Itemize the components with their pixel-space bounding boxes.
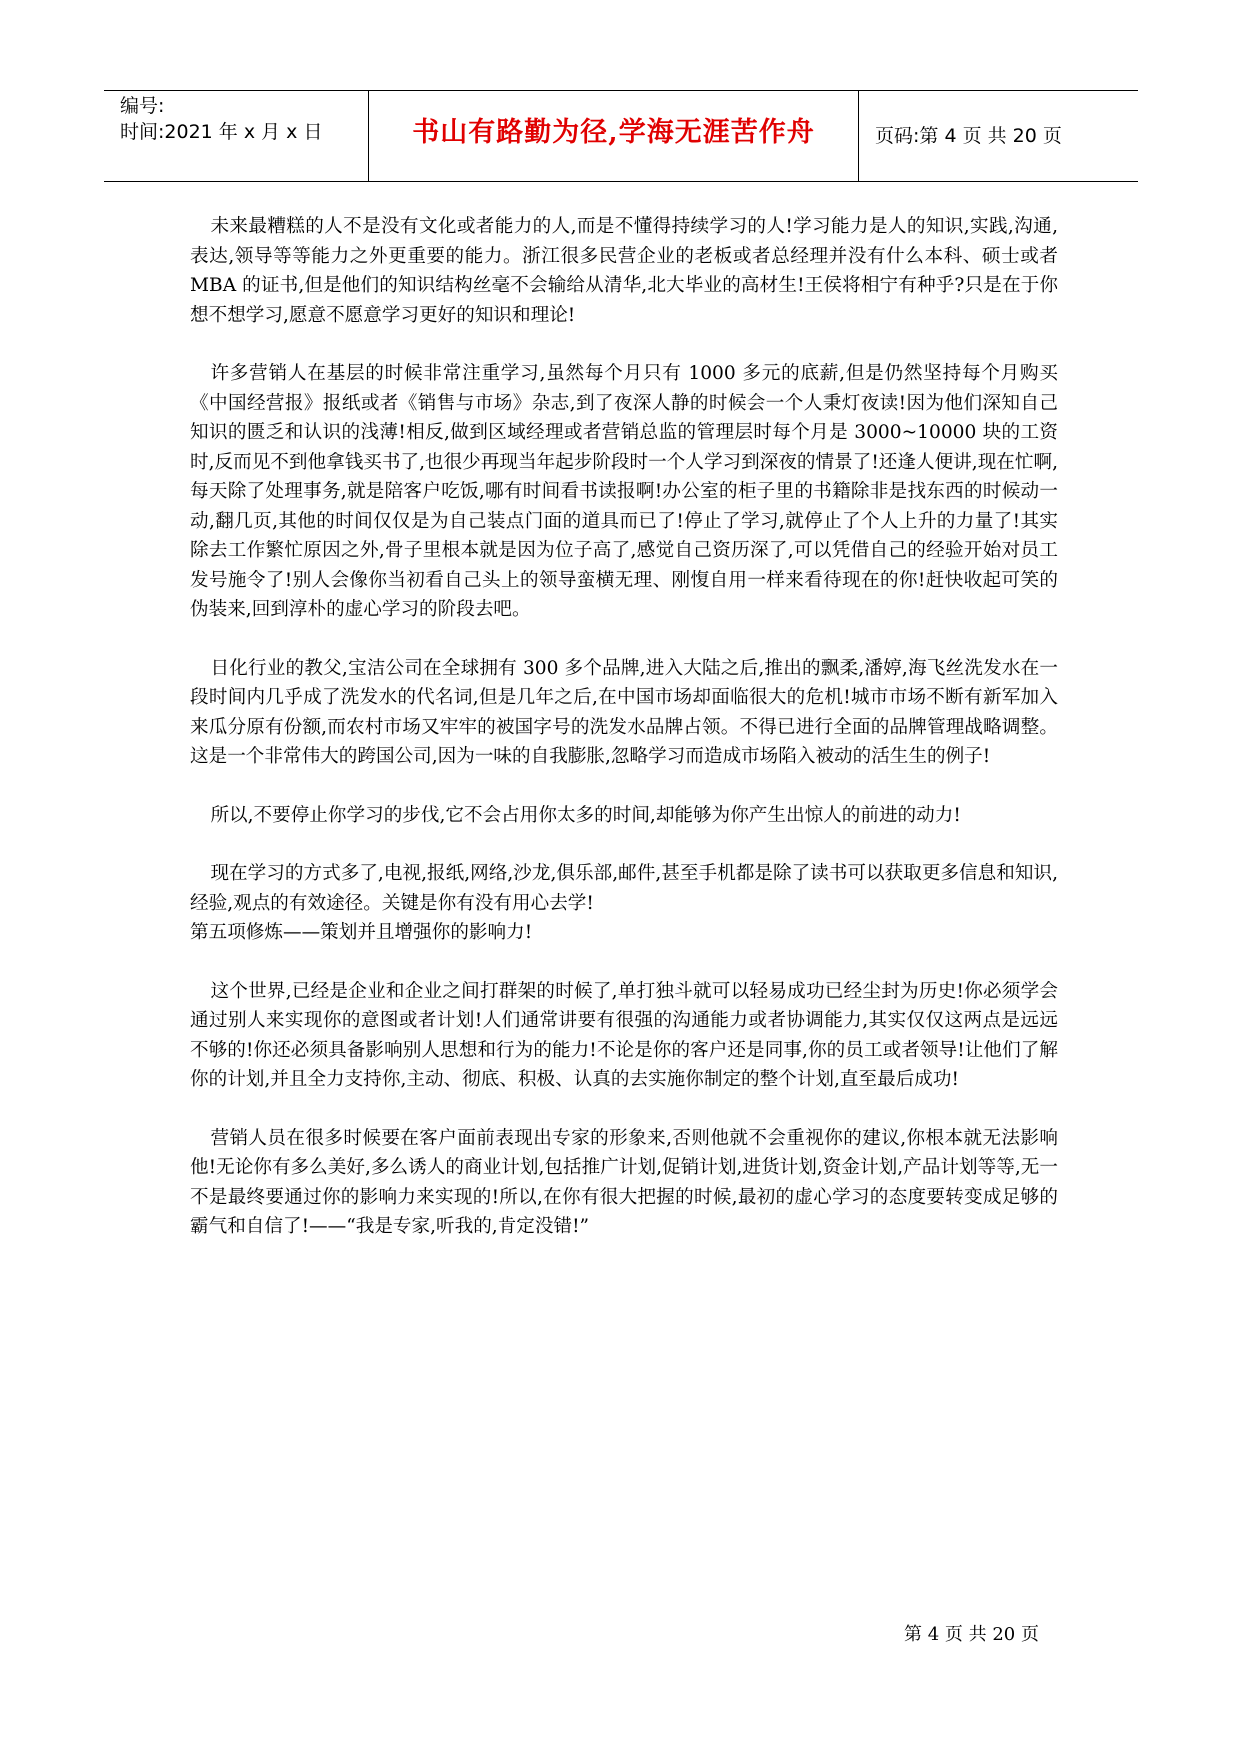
document-number-label: 编号: [120,95,165,117]
header-motto-cell [369,91,859,181]
header-info-cell [104,91,369,181]
paragraph-3: 日化行业的教父,宝洁公司在全球拥有 300 多个品牌,进入大陆之后,推出的飘柔,潘婷,海飞丝洗发水在一段时间内几乎成了洗发水的代名词,但是几年之后,在中国市场却面临很大的危机!城市市场不断有新军加入来瓜分原有份额,而农村市场又牢牢的被国字号的洗发水品牌占领。不得已进行全面的品牌管理战略调整。这是一个非常伟大的跨国公司,因为一味的自我膨胀,忽略学习而造成市场陷入被动的活生生的例子! [190,657,1058,767]
paragraph-2: 许多营销人在基层的时候非常注重学习,虽然每个月只有 1000 多元的底薪,但是仍然坚持每个月购买《中国经营报》报纸或者《销售与市场》杂志,到了夜深人静的时候会一个人秉灯夜读!因为他们深知自己知识的匮乏和认识的浅薄!相反,做到区域经理或者营销总监的管理层时每个月是 3000~10000 块的工资时,反而见不到他拿钱买书了,也很少再现当年起步阶段时一个人学习到深夜的情景了!还逢人便讲,现在忙啊,每天除了处理事务,就是陪客户吃饭,哪有时间看书读报啊!办公室的柜子里的书籍除非是找东西的时候动一动,翻几页,其他的时间仅仅是为自己装点门面的道具而已了!停止了学习,就停止了个人上升的力量了!其实除去工作繁忙原因之外,骨子里根本就是因为位子高了,感觉自己资历深了,可以凭借自己的经验开始对员工发号施令了!别人会像你当初看自己头上的领导蛮横无理、刚愎自用一样来看待现在的你!赶快收起可笑的伪装来,回到淳朴的虚心学习的阶段去吧。 [190,363,1058,620]
paragraph-6: 这个世界,已经是企业和企业之间打群架的时候了,单打独斗就可以轻易成功已经尘封为历史!你必须学会通过别人来实现你的意图或者计划!人们通常讲要有很强的沟通能力或者协调能力,其实仅仅这两点是远远不够的!你还必须具备影响别人思想和行为的能力!不论是你的客户还是同事,你的员工或者领导!让他们了解你的计划,并且全力支持你,主动、彻底、积极、认真的去实施你制定的整个计划,直至最后成功! [190,980,1058,1090]
paragraph-7: 营销人员在很多时候要在客户面前表现出专家的形象来,否则他就不会重视你的建议,你根本就无法影响他!无论你有多么美好,多么诱人的商业计划,包括推广计划,促销计划,进货计划,资金计划,产品计划等等,无一不是最终要通过你的影响力来实现的!所以,在你有很大把握的时候,最初的虚心学习的态度要转变成足够的霸气和自信了!——“我是专家,听我的,肯定没错!” [190,1127,1058,1237]
document-body [190,212,1058,1271]
paragraph-5: 现在学习的方式多了,电视,报纸,网络,沙龙,俱乐部,邮件,甚至手机都是除了读书可以获取更多信息和知识,经验,观点的有效途径。关键是你有没有用心去学! [190,863,1058,914]
header-page-cell [859,91,1138,181]
paragraph-1: 未来最糟糕的人不是没有文化或者能力的人,而是不懂得持续学习的人!学习能力是人的知识,实践,沟通,表达,领导等等能力之外更重要的能力。浙江很多民营企业的老板或者总经理并没有什么本科、硕士或者 MBA 的证书,但是他们的知识结构丝毫不会输给从清华,北大毕业的高材生!王侯将相宁有种乎?只是在于你想不想学习,愿意不愿意学习更好的知识和理论! [190,216,1058,326]
document-header [104,90,1138,182]
motto-text: 书山有路勤为径,学海无涯苦作舟 [412,117,815,148]
paragraph-4: 所以,不要停止你学习的步伐,它不会占用你太多的时间,却能够为你产生出惊人的前进的动力! [210,804,961,826]
header-page-code: 页码:第 4 页 共 20 页 [875,125,1062,147]
section-heading: 第五项修炼——策划并且增强你的影响力! [190,922,533,943]
page-footer: 第 4 页 共 20 页 [904,1624,1039,1645]
document-time-label: 时间:2021 年 x 月 x 日 [120,121,323,143]
